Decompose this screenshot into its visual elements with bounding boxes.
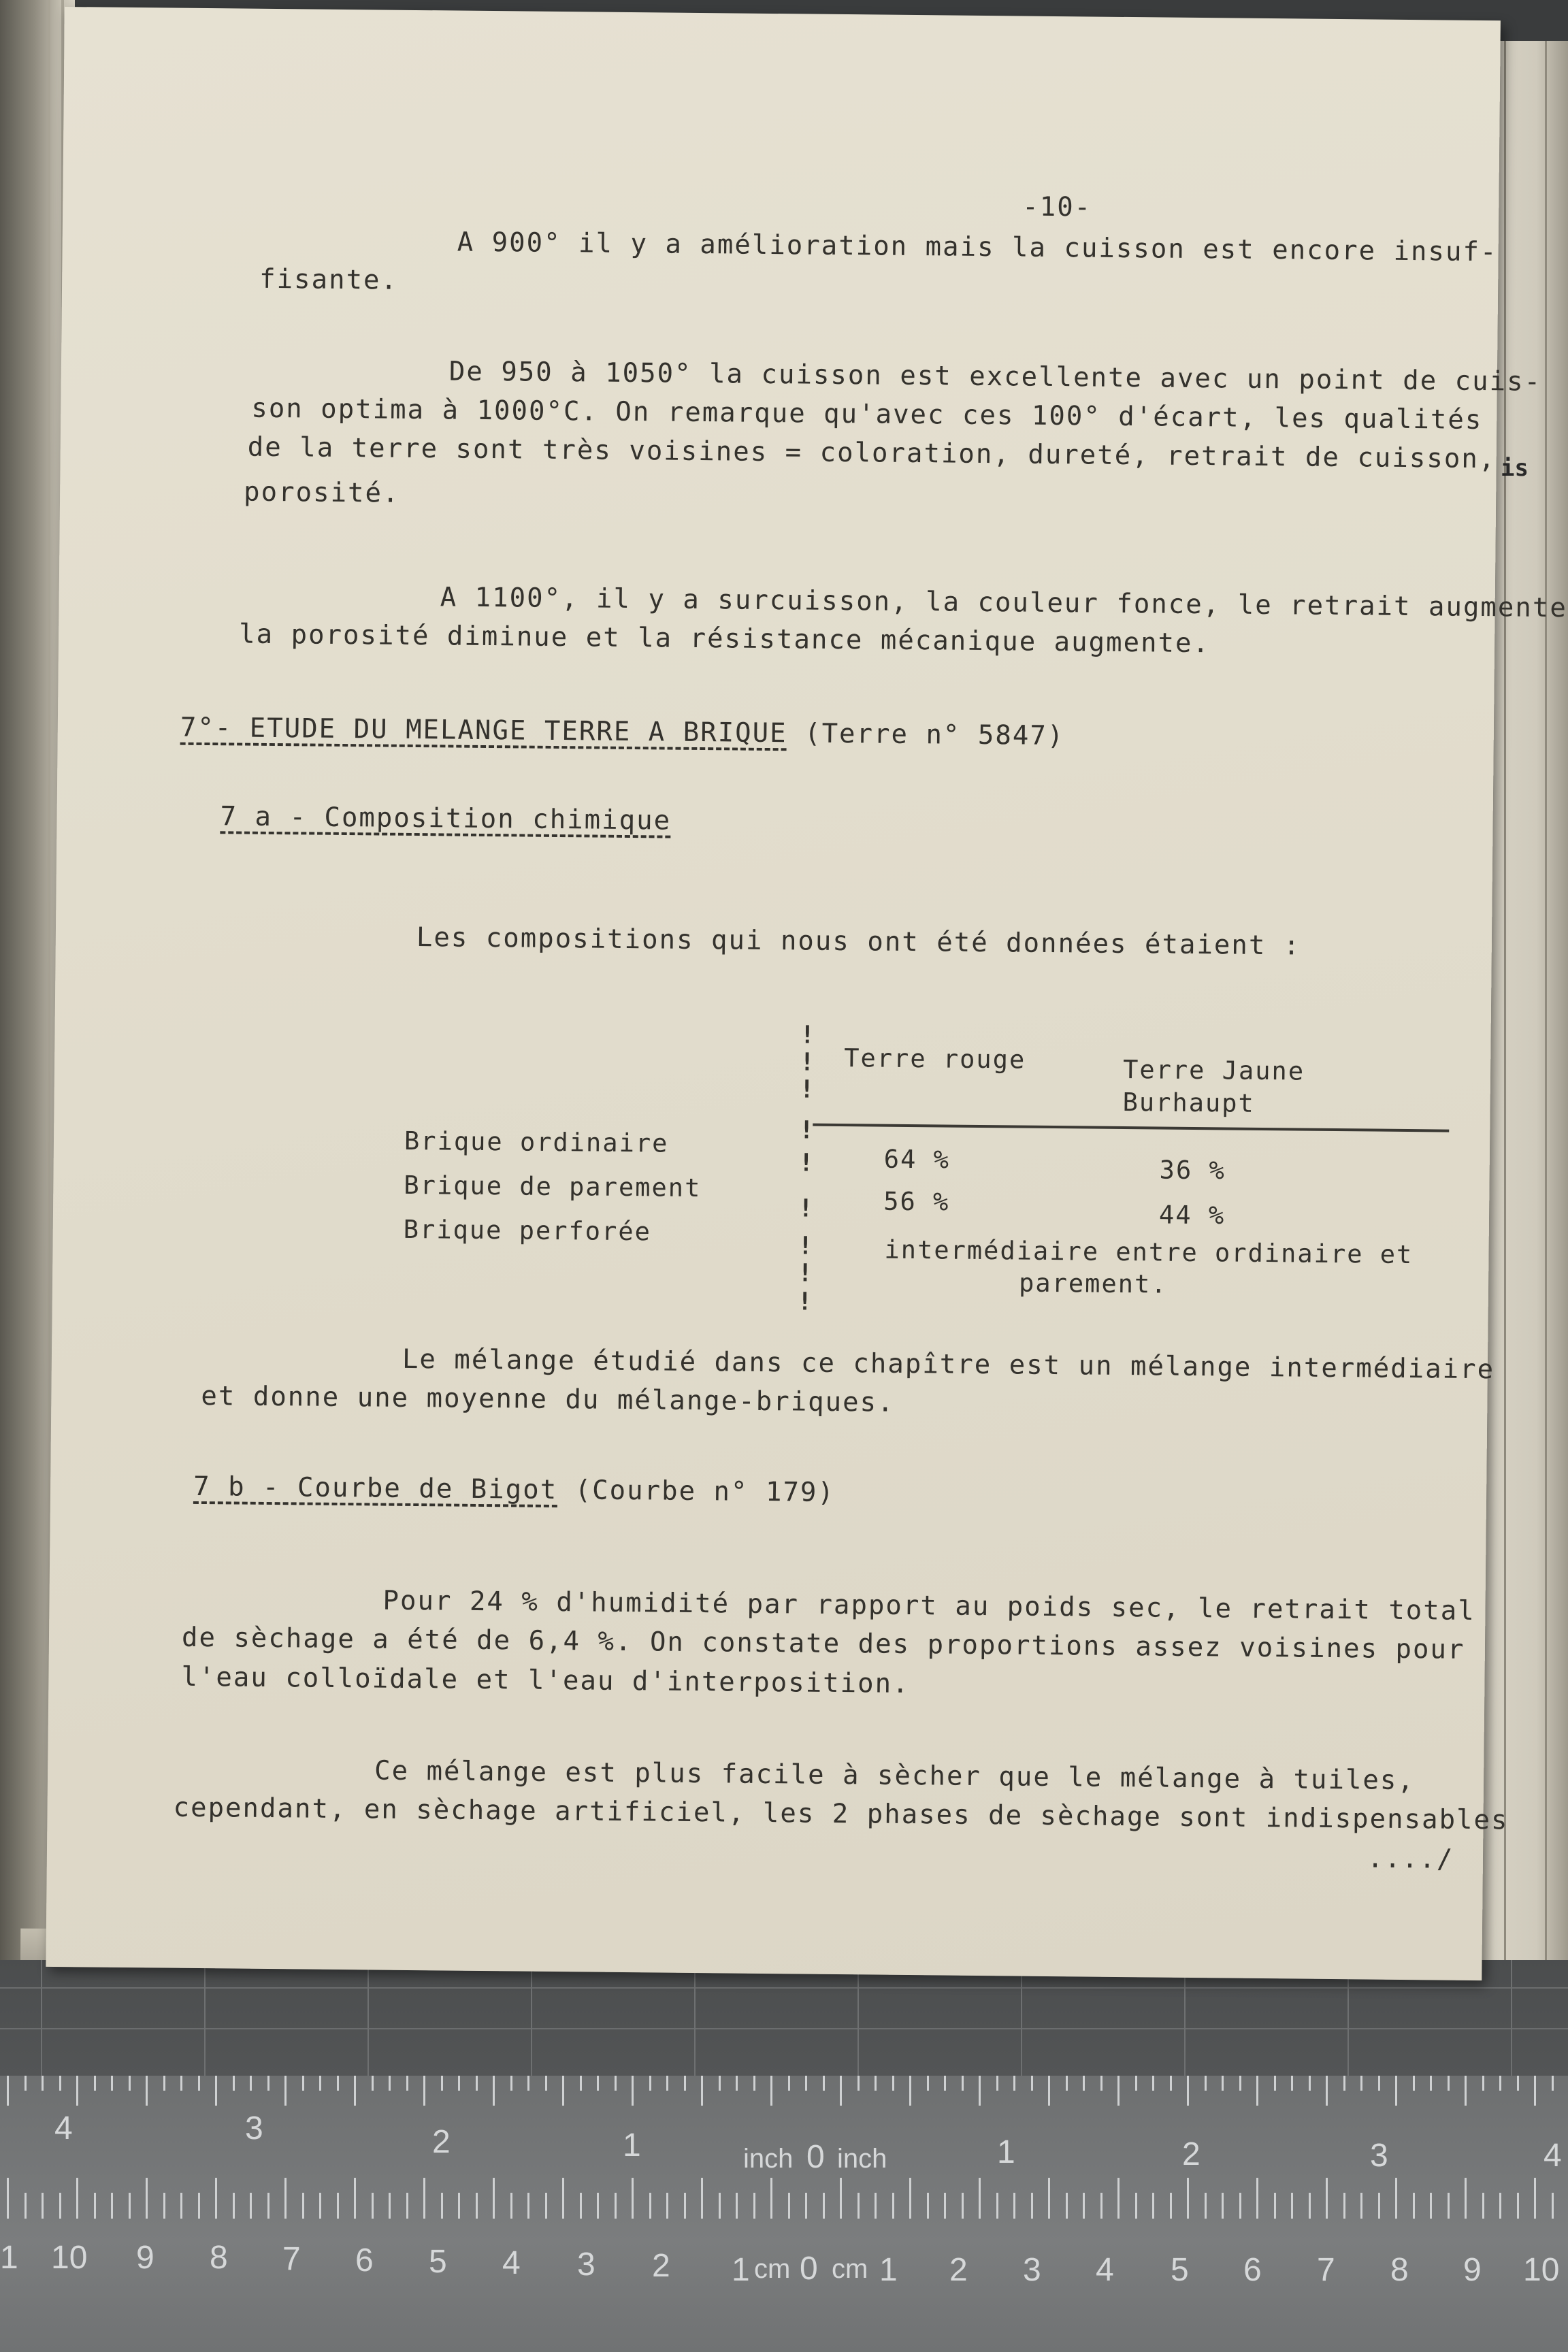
ruler-tick <box>458 2193 460 2219</box>
ruler-tick <box>736 2076 738 2091</box>
ruler-tick <box>42 2193 44 2219</box>
ruler-tick <box>909 2178 911 2219</box>
ruler-tick <box>476 2193 478 2219</box>
ruler-tick <box>684 2076 686 2091</box>
table-header-terre-rouge: Terre rouge <box>844 1043 1026 1075</box>
paragraph-line: Le mélange étudié dans ce chapître est un mélange intermédiaire <box>402 1343 1495 1386</box>
ruler-inch-label: inch <box>743 2144 794 2174</box>
paragraph-line: cependant, en sèchage artificiel, les 2 phases de sèchage sont indispensables <box>173 1792 1509 1836</box>
ruler-tick <box>1326 2076 1328 2106</box>
mat-grid-line <box>858 1960 859 2089</box>
column-separator: ! <box>799 1075 815 1104</box>
ruler-tick <box>389 2076 391 2091</box>
mat-grid-line <box>1511 1960 1512 2089</box>
ruler-cm-number: 1 <box>879 2252 898 2288</box>
ruler-tick <box>441 2193 443 2219</box>
ruler-tick <box>1066 2193 1068 2219</box>
ruler-inch-number: 2 <box>432 2124 451 2160</box>
ruler-tick <box>354 2178 356 2219</box>
ruler-cm-label: cm <box>754 2254 791 2284</box>
ruler-tick <box>545 2193 547 2219</box>
ruler-tick <box>406 2076 408 2091</box>
paragraph-line: Pour 24 % d'humidité par rapport au poids sec, le retrait total <box>382 1585 1475 1627</box>
subsection-heading <box>220 801 671 836</box>
ruler-tick <box>892 2193 894 2219</box>
ruler-cm-number: 6 <box>1243 2252 1262 2288</box>
ruler-tick <box>267 2193 270 2219</box>
ruler-tick <box>337 2076 339 2091</box>
mat-grid-line <box>1348 1960 1349 2089</box>
ruler-tick <box>1413 2076 1415 2091</box>
ruler-tick <box>1360 2193 1362 2219</box>
paragraph-line: de la terre sont très voisines = coloration, dureté, retrait de cuisson, <box>247 431 1497 475</box>
mat-grid-line <box>1184 1960 1186 2089</box>
ruler-inch-number: 4 <box>1544 2138 1562 2174</box>
ruler-tick <box>701 2178 703 2219</box>
ruler-tick <box>944 2193 946 2219</box>
ruler-tick <box>962 2193 964 2219</box>
ruler-tick <box>1239 2076 1241 2091</box>
ruler-tick <box>1031 2193 1033 2219</box>
paragraph-line: et donne une moyenne du mélange-briques. <box>201 1381 895 1418</box>
column-separator: ! <box>797 1288 813 1316</box>
ruler-cm-number: 7 <box>282 2241 301 2277</box>
ruler-tick <box>770 2076 772 2106</box>
ruler-tick <box>24 2193 27 2219</box>
ruler-tick <box>1378 2193 1380 2219</box>
ruler-tick <box>1309 2193 1311 2219</box>
ruler-tick <box>684 2193 686 2219</box>
ruler-tick <box>527 2193 529 2219</box>
table-cell-note: intermédiaire entre ordinaire et <box>884 1235 1414 1270</box>
paragraph-line: A 1100°, il y a surcuisson, la couleur fonce, le retrait augmente <box>440 582 1568 624</box>
ruler-tick <box>615 2193 617 2219</box>
ruler-tick <box>1135 2076 1137 2091</box>
mat-grid-line <box>531 1960 532 2089</box>
ruler-tick <box>180 2193 182 2219</box>
ruler-tick <box>163 2193 165 2219</box>
paragraph-line: de sèchage a été de 6,4 %. On constate des proportions assez voisines pour <box>181 1622 1465 1665</box>
ruler-tick <box>875 2193 877 2219</box>
ruler-tick <box>944 2076 946 2091</box>
ruler-tick <box>1499 2076 1501 2091</box>
ruler-tick <box>1013 2193 1015 2219</box>
ruler-tick <box>250 2076 252 2091</box>
ruler-inch-number: 3 <box>1370 2138 1388 2174</box>
ruler-tick <box>423 2076 425 2106</box>
ruler-tick <box>788 2076 790 2091</box>
ruler-tick <box>962 2076 964 2091</box>
ruler-tick <box>909 2076 911 2106</box>
ruler-tick <box>1256 2076 1258 2106</box>
ruler-tick <box>198 2193 200 2219</box>
ruler-tick <box>562 2076 564 2106</box>
ruler-cm-number: 5 <box>1171 2252 1189 2288</box>
ruler-tick <box>615 2076 617 2091</box>
ruler-tick <box>1534 2076 1536 2106</box>
ruler-tick <box>788 2193 790 2219</box>
column-separator: ! <box>800 1021 815 1049</box>
underlying-page-text: is <box>1501 455 1529 482</box>
table-row-label: Brique ordinaire <box>404 1126 669 1158</box>
ruler-tick <box>354 2076 356 2106</box>
ruler-cm-number: 2 <box>949 2252 968 2288</box>
ruler-inch-number: 2 <box>1182 2136 1200 2172</box>
ruler-tick <box>129 2076 131 2091</box>
ruler-tick <box>1152 2076 1154 2091</box>
subsection-title: 7 b - Courbe de Bigot <box>193 1471 558 1506</box>
ruler-tick <box>233 2193 235 2219</box>
ruler-tick <box>458 2076 460 2091</box>
ruler-tick <box>319 2076 321 2091</box>
ruler-cm-number: 3 <box>1023 2252 1041 2288</box>
ruler-cm-number: 3 <box>577 2247 595 2283</box>
ruler-tick <box>632 2178 634 2219</box>
ruler-tick <box>1048 2178 1050 2219</box>
ruler-tick <box>1291 2193 1293 2219</box>
ruler-tick <box>753 2193 755 2219</box>
subsection-heading <box>193 1471 835 1508</box>
ruler-tick <box>701 2076 703 2106</box>
ruler-tick <box>1309 2076 1311 2091</box>
ruler-inch-number: 1 <box>623 2127 641 2163</box>
mat-grid <box>0 1960 1568 2089</box>
ruler-tick <box>1499 2193 1501 2219</box>
ruler-tick <box>284 2076 287 2106</box>
ruler-tick <box>250 2193 252 2219</box>
section-heading <box>180 713 1065 751</box>
ruler-tick <box>666 2193 668 2219</box>
ruler-tick <box>493 2178 495 2219</box>
ruler-cm-number: 10 <box>1523 2252 1560 2288</box>
ruler-tick <box>979 2178 981 2219</box>
ruler-tick <box>649 2193 651 2219</box>
ruler-tick <box>1517 2193 1519 2219</box>
ruler-tick <box>1170 2076 1172 2091</box>
ruler-tick <box>1395 2076 1397 2106</box>
mat-grid-line <box>204 1960 206 2089</box>
ruler-tick <box>476 2076 478 2091</box>
ruler-tick <box>1534 2178 1536 2219</box>
ruler-tick <box>719 2193 721 2219</box>
ruler-tick <box>111 2193 113 2219</box>
ruler-tick <box>389 2193 391 2219</box>
ruler-tick <box>1170 2193 1172 2219</box>
ruler-tick <box>1274 2076 1276 2091</box>
column-separator: ! <box>798 1149 814 1177</box>
ruler-cm-number: 6 <box>355 2242 374 2278</box>
ruler-cm-label: cm <box>832 2254 868 2284</box>
ruler-tick <box>146 2076 148 2106</box>
ruler-tick <box>979 2076 981 2106</box>
ruler-tick <box>1100 2193 1102 2219</box>
ruler-tick <box>198 2076 200 2091</box>
table-cell-jaune: 44 % <box>1158 1200 1226 1230</box>
ruler-tick <box>146 2178 148 2219</box>
ruler-cm-number: 2 <box>652 2248 670 2284</box>
section-subtitle: (Terre n° 5847) <box>804 718 1065 752</box>
document-page <box>46 7 1568 1980</box>
ruler-tick <box>770 2178 772 2219</box>
ruler-tick <box>823 2076 825 2091</box>
ruler-cm-number: 5 <box>429 2244 447 2280</box>
ruler-tick <box>7 2178 9 2219</box>
ruler-tick <box>875 2076 877 2091</box>
ruler-tick <box>1187 2076 1189 2106</box>
ruler-tick <box>1013 2076 1015 2091</box>
ruler-tick <box>337 2193 339 2219</box>
column-separator: ! <box>799 1116 815 1145</box>
ruler-tick <box>1395 2178 1397 2219</box>
ruler-tick <box>1482 2076 1484 2091</box>
ruler-tick <box>1100 2076 1102 2091</box>
table-cell-rouge: 64 % <box>883 1144 951 1175</box>
ruler-tick <box>823 2193 825 2219</box>
ruler-tick <box>1465 2076 1467 2106</box>
page-edge <box>1504 41 1506 1987</box>
ruler-tick <box>1343 2076 1345 2091</box>
ruler-tick <box>1135 2193 1137 2219</box>
ruler-tick <box>302 2193 304 2219</box>
table-header-terre-jaune: Terre Jaune <box>1122 1055 1305 1086</box>
ruler-tick <box>372 2193 374 2219</box>
ruler-inch-label: inch <box>837 2144 887 2174</box>
paragraph-line: son optima à 1000°C. On remarque qu'avec ces 100° d'écart, les qualités <box>251 393 1483 436</box>
ruler-cm-number: 0 <box>800 2251 818 2287</box>
paragraph-line: porosité. <box>243 476 400 509</box>
ruler-tick <box>267 2076 270 2091</box>
mat-grid-line <box>0 1987 1568 1989</box>
ruler-tick <box>840 2076 842 2106</box>
ruler-tick <box>510 2076 512 2091</box>
ruler-tick <box>76 2076 78 2106</box>
table-header-terre-jaune: Burhaupt <box>1122 1087 1256 1118</box>
ruler-tick <box>1448 2193 1450 2219</box>
section-title: 7°- ETUDE DU MELANGE TERRE A BRIQUE <box>180 712 787 749</box>
table-row-label: Brique perforée <box>403 1214 652 1247</box>
ruler-inch-number: 0 <box>806 2139 825 2175</box>
ruler-tick <box>94 2193 96 2219</box>
ruler-cm-number: 8 <box>1390 2252 1409 2288</box>
ruler-tick <box>996 2076 998 2091</box>
ruler-tick <box>805 2193 807 2219</box>
ruler-tick <box>805 2076 807 2091</box>
ruler-tick <box>1083 2193 1085 2219</box>
ruler-tick <box>1117 2178 1120 2219</box>
table-cell-jaune: 36 % <box>1159 1155 1226 1186</box>
column-separator: ! <box>798 1194 813 1223</box>
table-cell-rouge: 56 % <box>883 1186 950 1217</box>
mat-grid-line <box>694 1960 696 2089</box>
column-separator: ! <box>797 1259 813 1288</box>
ruler-tick <box>1360 2076 1362 2091</box>
ruler-tick <box>632 2076 634 2106</box>
ruler-tick <box>1517 2076 1519 2091</box>
paragraph-line: De 950 à 1050° la cuisson est excellente avec un point de cuis- <box>448 356 1542 397</box>
ruler-tick <box>510 2193 512 2219</box>
ruler-tick <box>1256 2178 1258 2219</box>
ruler-tick <box>111 2076 113 2091</box>
ruler-tick <box>1378 2076 1380 2091</box>
ruler-tick <box>24 2076 27 2091</box>
ruler-tick <box>840 2178 842 2219</box>
ruler-tick <box>215 2076 217 2106</box>
paragraph-line: A 900° il y a amélioration mais la cuisson est encore insuf- <box>457 227 1498 268</box>
ruler-tick <box>319 2193 321 2219</box>
ruler-tick <box>1465 2178 1467 2219</box>
ruler-tick <box>372 2076 374 2091</box>
ruler-tick <box>580 2076 582 2091</box>
measurement-ruler <box>0 2076 1568 2352</box>
ruler-tick <box>562 2178 564 2219</box>
ruler-tick <box>302 2076 304 2091</box>
mat-grid-line <box>368 1960 369 2089</box>
ruler-tick <box>59 2076 61 2091</box>
table-header-rule <box>813 1124 1449 1132</box>
ruler-cm-number: 1 <box>0 2240 18 2276</box>
ruler-tick <box>423 2178 425 2219</box>
ruler-cm-number: 4 <box>1096 2252 1114 2288</box>
ruler-tick <box>1222 2193 1224 2219</box>
ruler-tick <box>1222 2076 1224 2091</box>
ruler-tick <box>406 2193 408 2219</box>
ruler-tick <box>1326 2178 1328 2219</box>
ruler-tick <box>858 2076 860 2091</box>
paragraph-line: fisante. <box>259 263 399 296</box>
subsection-subtitle: (Courbe n° 179) <box>574 1475 836 1508</box>
ruler-tick <box>1205 2193 1207 2219</box>
column-separator: ! <box>799 1048 815 1077</box>
mat-grid-line <box>0 2028 1568 2029</box>
ruler-tick <box>527 2076 529 2091</box>
ruler-tick <box>1413 2193 1415 2219</box>
ruler-tick <box>1117 2076 1120 2106</box>
ruler-cm-number: 8 <box>210 2240 228 2276</box>
ruler-tick <box>215 2178 217 2219</box>
ruler-tick <box>597 2076 599 2091</box>
ruler-tick <box>927 2193 929 2219</box>
ruler-tick <box>1066 2076 1068 2091</box>
ruler-inch-number: 1 <box>997 2134 1015 2170</box>
ruler-tick <box>233 2076 235 2091</box>
ruler-tick <box>545 2076 547 2091</box>
ruler-tick <box>1031 2076 1033 2091</box>
ruler-tick <box>858 2193 860 2219</box>
ruler-tick <box>597 2193 599 2219</box>
ruler-cm-number: 1 <box>732 2252 750 2288</box>
table-row-label: Brique de parement <box>404 1170 702 1203</box>
ruler-tick <box>129 2193 131 2219</box>
table-cell-note: parement. <box>1018 1268 1168 1299</box>
ruler-cm-number: 9 <box>1463 2252 1482 2288</box>
ruler-tick <box>1430 2193 1432 2219</box>
ruler-cm-number: 7 <box>1317 2252 1335 2288</box>
ruler-tick <box>580 2193 582 2219</box>
ruler-tick <box>1083 2076 1085 2091</box>
ruler-tick <box>927 2076 929 2091</box>
ruler-tick <box>59 2193 61 2219</box>
ruler-cm-number: 10 <box>51 2240 88 2276</box>
ruler-tick <box>1239 2193 1241 2219</box>
mat-grid-line <box>41 1960 42 2089</box>
ruler-tick <box>1343 2193 1345 2219</box>
ruler-tick <box>1048 2076 1050 2106</box>
ruler-tick <box>892 2076 894 2091</box>
table-intro: Les compositions qui nous ont été données étaient : <box>416 922 1301 962</box>
ruler-tick <box>94 2076 96 2091</box>
continuation-mark: ..../ <box>1367 1843 1454 1875</box>
ruler-cm-number: 9 <box>136 2240 154 2276</box>
ruler-tick <box>996 2193 998 2219</box>
ruler-tick <box>1274 2193 1276 2219</box>
ruler-tick <box>493 2076 495 2106</box>
ruler-tick <box>163 2076 165 2091</box>
subsection-title: 7 a - Composition chimique <box>220 801 672 836</box>
ruler-tick <box>649 2076 651 2091</box>
paragraph-line: l'eau colloïdale et l'eau d'interposition. <box>181 1661 910 1700</box>
ruler-tick <box>1552 2076 1554 2091</box>
ruler-tick <box>1187 2178 1189 2219</box>
ruler-tick <box>1448 2076 1450 2091</box>
ruler-tick <box>42 2076 44 2091</box>
ruler-tick <box>736 2193 738 2219</box>
ruler-tick <box>441 2076 443 2091</box>
ruler-tick <box>666 2076 668 2091</box>
ruler-tick <box>180 2076 182 2091</box>
ruler-tick <box>1482 2193 1484 2219</box>
ruler-tick <box>1552 2193 1554 2219</box>
ruler-tick <box>1152 2193 1154 2219</box>
paragraph-line: la porosité diminue et la résistance mécanique augmente. <box>238 619 1211 659</box>
paragraph-line: Ce mélange est plus facile à sècher que le mélange à tuiles, <box>374 1755 1416 1797</box>
ruler-tick <box>284 2178 287 2219</box>
page-edge <box>1545 41 1547 1987</box>
mat-grid-line <box>1021 1960 1022 2089</box>
ruler-cm-number: 4 <box>502 2245 521 2281</box>
ruler-inch-number: 4 <box>54 2110 73 2146</box>
ruler-tick <box>719 2076 721 2091</box>
ruler-tick <box>76 2178 78 2219</box>
ruler-tick <box>753 2076 755 2091</box>
ruler-inch-number: 3 <box>245 2110 263 2146</box>
ruler-tick <box>1205 2076 1207 2091</box>
ruler-tick <box>1291 2076 1293 2091</box>
column-separator: ! <box>798 1232 813 1260</box>
page-number: -10- <box>1022 191 1092 223</box>
ruler-tick <box>1430 2076 1432 2091</box>
ruler-tick <box>7 2076 9 2106</box>
